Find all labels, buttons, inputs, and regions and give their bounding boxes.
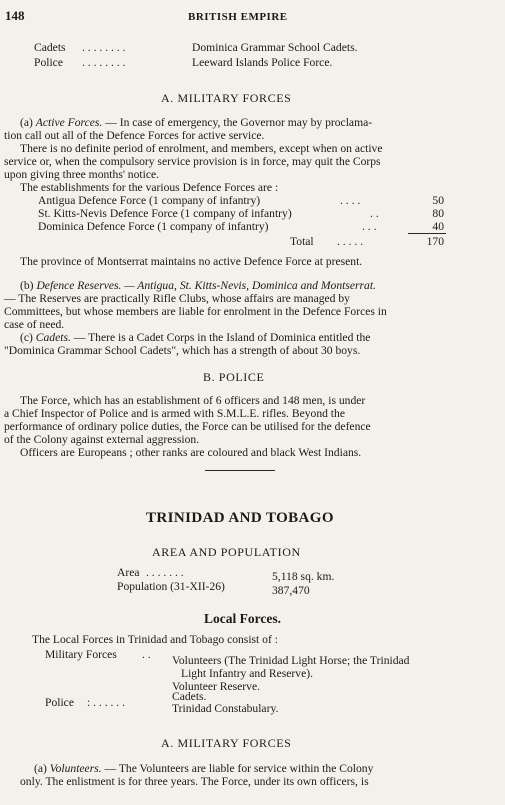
- local-forces-intro: The Local Forces in Trinidad and Tobago consist of :: [32, 633, 278, 646]
- area-heading: AREA AND POPULATION: [152, 545, 301, 559]
- paragraph-line: "Dominica Grammar School Cadets", which has a strength of about 30 boys.: [4, 344, 361, 357]
- item-label: (a): [34, 762, 47, 775]
- page-number: 148: [5, 8, 25, 23]
- montserrat-note: The province of Montserrat maintains no active Defence Force at present.: [20, 255, 363, 268]
- country-title: TRINIDAD AND TOBAGO: [146, 510, 334, 526]
- leader-dots: . . . . . . . .: [82, 41, 126, 54]
- item-label: (c): [20, 331, 33, 344]
- total-rule: [408, 233, 446, 234]
- paragraph-line: of the Colony against external aggression.: [4, 433, 200, 446]
- item-term: Cadets.: [35, 331, 71, 344]
- item-term: Defence Reserves. — Antigua, St. Kitts-Nevis, Dominica and Montserrat.: [36, 279, 376, 292]
- section-heading: B. POLICE: [203, 370, 265, 384]
- list-label: Police: [45, 696, 74, 709]
- list-label: Cadets: [34, 41, 66, 54]
- paragraph-line: The Force, which has an establishment of 6 officers and 148 men, is under: [20, 394, 366, 407]
- table-row-value: 5,118 sq. km.: [272, 570, 335, 583]
- paragraph-line: performance of ordinary police duties, the Force can be utilised for the defence: [4, 420, 371, 433]
- paragraph-line: — The Reserves are practically Rifle Clubs, whose affairs are managed by: [4, 292, 350, 305]
- total-label: Total: [290, 235, 314, 248]
- table-row-label: Population (31-XII-26): [117, 580, 225, 593]
- table-row-label: Area: [117, 566, 140, 579]
- leader-dots: . . .: [362, 220, 377, 233]
- table-row-label: St. Kitts-Nevis Defence Force (1 company of infantry): [38, 207, 292, 220]
- leader-dots: . .: [142, 648, 151, 661]
- item-label: (b): [20, 279, 34, 292]
- list-label: Military Forces: [45, 648, 117, 661]
- section-heading: A. MILITARY FORCES: [161, 736, 292, 750]
- leader-dots: . . . . .: [337, 235, 364, 248]
- item-label: (a): [20, 116, 33, 129]
- paragraph-line: — There is a Cadet Corps in the Island of Dominica entitled the: [73, 331, 371, 344]
- item-term: Volunteers.: [49, 762, 102, 775]
- list-value: Light Infantry and Reserve).: [181, 667, 313, 680]
- table-row-value: 40: [432, 220, 444, 233]
- local-forces-heading: Local Forces.: [204, 611, 281, 626]
- table-row-value: 50: [432, 194, 444, 207]
- paragraph-line: service or, when the compulsory service provision is in force, may quit the Corps: [4, 155, 381, 168]
- section-divider: [205, 470, 275, 471]
- list-value: Cadets.: [172, 690, 207, 703]
- list-value: Dominica Grammar School Cadets.: [192, 41, 358, 54]
- paragraph-line: Committees, but whose members are liable for enrolment in the Defence Forces in: [4, 305, 387, 318]
- leader-dots: . . . . . . .: [146, 566, 184, 579]
- leader-dots: . . . .: [340, 194, 361, 207]
- list-value: Volunteers (The Trinidad Light Horse; the Trinidad: [172, 654, 410, 667]
- paragraph-line: tion call out all of the Defence Forces for active service.: [4, 129, 265, 142]
- table-row-value: 80: [432, 207, 444, 220]
- paragraph-line: Officers are Europeans ; other ranks are coloured and black West Indians.: [20, 446, 362, 459]
- leader-dots: : . . . . . .: [87, 696, 126, 709]
- table-row-label: Antigua Defence Force (1 company of infantry): [38, 194, 261, 207]
- item-term: Active Forces.: [35, 116, 103, 129]
- paragraph-line: case of need.: [4, 318, 65, 331]
- list-label: Police: [34, 56, 63, 69]
- total-value: 170: [426, 235, 444, 248]
- list-value: Leeward Islands Police Force.: [192, 56, 333, 69]
- list-value: Volunteer Reserve.: [172, 680, 260, 693]
- table-row-label: Dominica Defence Force (1 company of infantry): [38, 220, 269, 233]
- paragraph-line: The establishments for the various Defence Forces are :: [20, 181, 279, 194]
- table-row-value: 387,470: [272, 584, 310, 597]
- paragraph-line: only. The enlistment is for three years. The Force, under its own officers, is: [20, 775, 369, 788]
- list-value: Trinidad Constabulary.: [172, 702, 279, 715]
- leader-dots: . .: [370, 207, 379, 220]
- running-title: BRITISH EMPIRE: [188, 11, 288, 23]
- paragraph-line: There is no definite period of enrolment, and members, except when on active: [20, 142, 383, 155]
- paragraph-line: — The Volunteers are liable for service within the Colony: [104, 762, 374, 775]
- paragraph-line: — In case of emergency, the Governor may by proclama-: [105, 116, 373, 129]
- paragraph-line: upon giving three months' notice.: [4, 168, 160, 181]
- section-heading: A. MILITARY FORCES: [161, 91, 292, 105]
- paragraph-line: a Chief Inspector of Police and is armed with S.M.L.E. rifles. Beyond the: [4, 407, 345, 420]
- leader-dots: . . . . . . . .: [82, 56, 126, 69]
